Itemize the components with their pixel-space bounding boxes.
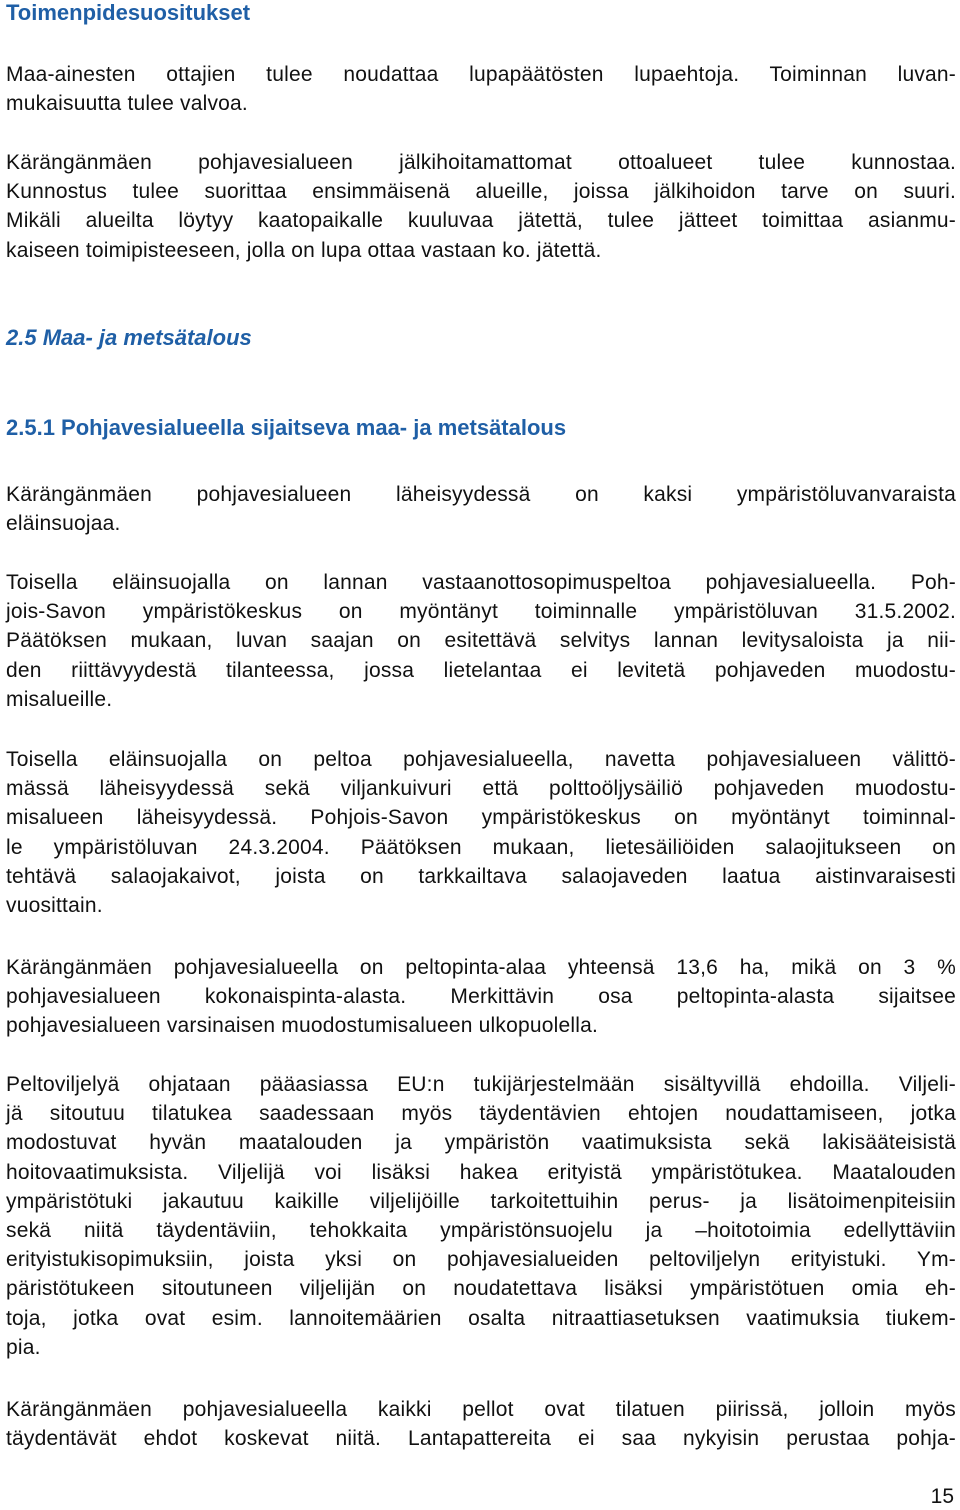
text-line: Peltoviljelyä ohjataan pääasiassa EU:n tukijärjestelmään sisältyvillä ehdoilla. Viljeli- <box>6 1073 956 1096</box>
text-line: pia. <box>6 1335 41 1359</box>
text-line: päristötukeen sitoutuneen viljelijän on noudatettava lisäksi ympäristötuen omia eh- <box>6 1277 956 1301</box>
text-line: Kärängänmäen pohjavesialueen läheisyydessä on kaksi ympäristöluvanvaraista <box>6 483 956 506</box>
text-line: tehtävä salaojakaivot, joista on tarkkailtava salaojaveden laatua aistinvaraisesti <box>6 864 956 888</box>
text-line: jois-Savon ympäristökeskus on myöntänyt toiminnalle ympäristöluvan 31.5.2002. <box>6 600 956 624</box>
text-line: täydentävät ehdot koskevat niitä. Lantapattereita ei saa nykyisin perustaa pohja- <box>6 1427 956 1451</box>
paragraph-permits <box>6 60 956 118</box>
paragraph-restoration <box>6 148 956 265</box>
text-line: hoitovaatimuksista. Viljelijä voi lisäksi hakea erityistä ympäristötukea. Maatalouden <box>6 1160 956 1184</box>
text-line: Päätöksen mukaan, luvan saajan on esitettävä selvitys lannan levitysaloista ja nii- <box>6 629 956 653</box>
text-line: modostuvat hyvän maatalouden ja ympäristön vaatimuksista sekä lakisääteisistä <box>6 1131 956 1155</box>
text-line: Kunnostus tulee suorittaa ensimmäisenä alueille, joissa jälkihoidon tarve on suuri. <box>6 180 956 204</box>
text-line: misalueille. <box>6 687 113 711</box>
paragraph-field-area <box>6 953 956 1041</box>
text-line: vuosittain. <box>6 894 103 918</box>
text-line: toja, jotka ovat esim. lannoitemäärien osalta nitraattiasetuksen vaatimuksia tiukem- <box>6 1306 956 1330</box>
paragraph-animal-shelters <box>6 480 956 538</box>
text-line: kaiseen toimipisteeseen, jolla on lupa ottaa vastaan ko. jätettä. <box>6 238 602 262</box>
text-line: Kärängänmäen pohjavesialueen jälkihoitamattomat ottoalueet tulee kunnostaa. <box>6 151 956 174</box>
text-line: sekä niitä täydentäviin, tehokkaita ympäristönsuojelu ja –hoitotoimia edellyttäviin <box>6 1219 956 1243</box>
text-line: mukaisuutta tulee valvoa. <box>6 92 248 116</box>
subsection-heading: 2.5 Maa- ja metsätalous <box>6 325 252 350</box>
text-line: Toisella eläinsuojalla on peltoa pohjavesialueella, navetta pohjavesialueen välittö- <box>6 748 956 771</box>
text-line: mässä läheisyydessä sekä viljankuivuri että polttoöljysäiliö pohjaveden muodostu- <box>6 777 956 801</box>
paragraph-fields-support <box>6 1395 956 1453</box>
section-title: Toimenpidesuositukset <box>6 0 251 25</box>
text-line: eläinsuojaa. <box>6 512 121 536</box>
text-line: Toisella eläinsuojalla on lannan vastaanottosopimuspeltoa pohjavesialueella. Poh- <box>6 571 956 594</box>
text-line: misalueen läheisyydessä. Pohjois-Savon ympäristökeskus on myöntänyt toiminnal- <box>6 806 956 830</box>
paragraph-second-shelter <box>6 745 956 920</box>
paragraph-first-shelter <box>6 568 956 714</box>
text-line: Kärängänmäen pohjavesialueella kaikki pellot ovat tilatuen piirissä, jolloin myös <box>6 1398 956 1421</box>
text-line: Mikäli alueilta löytyy kaatopaikalle kuuluvaa jätettä, tulee jätteet toimittaa asianmu- <box>6 209 956 233</box>
text-line: pohjavesialueen kokonaispinta-alasta. Merkittävin osa peltopinta-alasta sijaitsee <box>6 985 956 1009</box>
text-line: erityistukisopimuksiin, joista yksi on pohjavesialueiden peltoviljelyn erityistuki. Ym- <box>6 1248 956 1272</box>
text-line: jä sitoutuu tilatukea saadessaan myös täydentävien ehtojen noudattamiseen, jotka <box>6 1102 956 1126</box>
text-line: le ympäristöluvan 24.3.2004. Päätöksen mukaan, lietesäiliöiden salaojitukseen on <box>6 835 956 859</box>
page-number: 15 <box>930 1485 954 1508</box>
text-line: ympäristötuki jakautuu kaikille viljelijöille tarkoitettuihin perus- ja lisätoimenpiteisiin <box>6 1189 956 1213</box>
text-line: pohjavesialueen varsinaisen muodostumisalueen ulkopuolella. <box>6 1014 599 1038</box>
paragraph-agriculture-support <box>6 1070 956 1362</box>
text-line: den riittävyydestä tilanteessa, jossa lietelantaa ei levitetä pohjaveden muodostu- <box>6 658 956 682</box>
text-line: Maa-ainesten ottajien tulee noudattaa lupapäätösten lupaehtoja. Toiminnan luvan- <box>6 63 956 86</box>
text-line: Kärängänmäen pohjavesialueella on peltopinta-alaa yhteensä 13,6 ha, mikä on 3 % <box>6 956 956 979</box>
subsubsection-heading: 2.5.1 Pohjavesialueella sijaitseva maa- ja metsätalous <box>6 415 567 440</box>
